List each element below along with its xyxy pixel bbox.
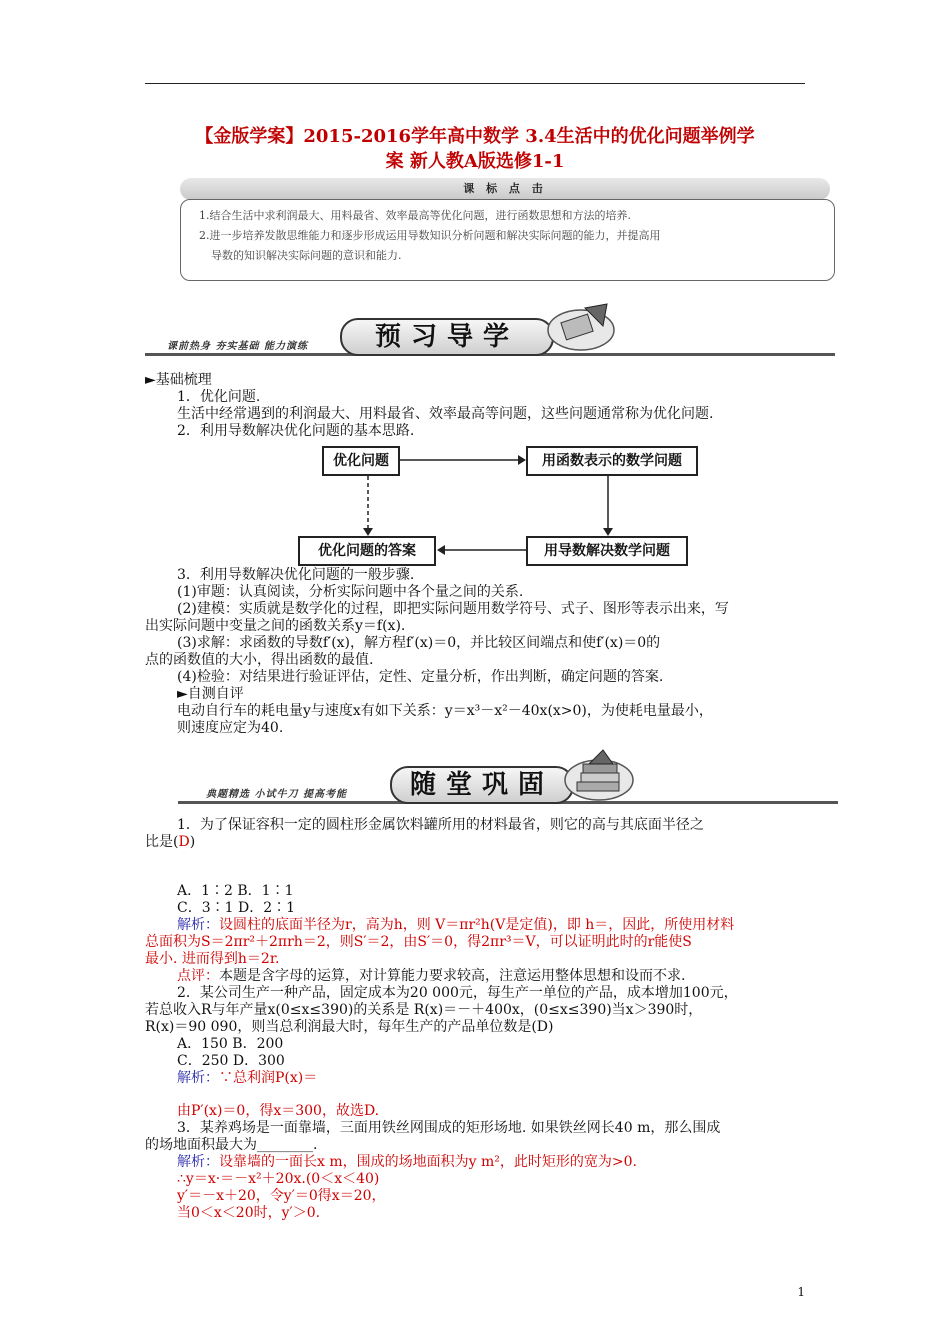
q1-answer: D xyxy=(178,834,190,850)
q2-stem: 2．某公司生产一种产品，固定成本为20 000元，每生产一单位的产品，成本增加100元， xyxy=(177,985,738,1001)
q1-options-cd: C．3∶1 D．2∶1 xyxy=(177,900,296,916)
kebiao-item: 1.结合生活中求利润最大、用料最省、效率最高等优化问题，进行函数思想和方法的培养. xyxy=(199,209,631,222)
doc-title-line2: 案 新人教A版选修1-1 xyxy=(385,151,565,172)
q2-stem: R(x)＝90 090，则当总利润最大时，每年生产的产品单位数是(D) xyxy=(145,1019,554,1035)
page-number: 1 xyxy=(797,1285,805,1299)
flow-box-answer: 优化问题的答案 xyxy=(298,536,436,566)
q2-options-cd: C．250 D．300 xyxy=(177,1053,285,1069)
banner-tagline: 典题精选 小试牛刀 提高考能 xyxy=(206,789,347,800)
q3-stem: 3．某养鸡场是一面靠墙，三面用铁丝网围成的矩形场地. 如果铁丝网长40 m，那么围成 xyxy=(177,1120,721,1136)
q1-stem: 1．为了保证容积一定的圆柱形金属饮料罐所用的材料最省，则它的高与其底面半径之 xyxy=(177,817,704,833)
books-icon xyxy=(545,300,617,352)
banner-title: 随堂巩固 xyxy=(390,766,574,804)
q3-solution: y′＝－x＋20，令y′＝0得x＝20， xyxy=(177,1188,386,1204)
q1-solution: 总面积为S＝2πr²＋2πrh＝2，则S′＝2，由S′＝0，得2πr³＝V，可以证明此时的r能使S xyxy=(145,934,692,950)
text-line: (3)求解：求函数的导数f′(x)，解方程f′(x)＝0，并比较区间端点和使f′(x)＝0的 xyxy=(177,635,661,651)
q3-solution: ∴y＝x·＝－x²＋20x.(0＜x＜40) xyxy=(177,1171,380,1187)
q1-solution: 最小. 进而得到h＝2r. xyxy=(145,951,280,967)
banner-tagline: 课前热身 夯实基础 能力演练 xyxy=(167,341,308,352)
kebiao-item: 导数的知识解决实际问题的意识和能力. xyxy=(211,249,402,262)
text-line: (1)审题：认真阅读，分析实际问题中各个量之间的关系. xyxy=(177,584,524,600)
text-line: 3．利用导数解决优化问题的一般步骤. xyxy=(177,567,415,583)
q2-options-ab: A．150 B．200 xyxy=(177,1036,284,1052)
kebiao-box xyxy=(180,199,835,281)
text-line: 出实际问题中变量之间的函数关系y＝f(x). xyxy=(145,618,406,634)
q3-stem: 的场地面积最大为________. xyxy=(145,1137,318,1153)
q1-stem-end: 比是(D) xyxy=(145,834,196,850)
q2-solution: 解析：∵总利润P(x)＝ xyxy=(177,1070,318,1086)
q3-solution: 当0＜x＜20时，y′＞0. xyxy=(177,1205,321,1221)
banner-title: 预习导学 xyxy=(340,318,554,356)
kebiao-item: 2.进一步培养发散思维能力和逐步形成运用导数知识分析问题和解决实际问题的能力，并提高用 xyxy=(199,229,661,242)
header-rule xyxy=(145,83,805,84)
flow-box-optimization: 优化问题 xyxy=(322,446,400,476)
text-line: 电动自行车的耗电量y与速度x有如下关系：y＝x³－x²－40x(x>0)，为使耗电量最小， xyxy=(177,703,713,719)
text-line: 点的函数值的大小，得出函数的最值. xyxy=(145,652,374,668)
flow-box-derivative-solve: 用导数解决数学问题 xyxy=(526,536,688,566)
text-line: (2)建模：实质就是数学化的过程，即把实际问题用数学符号、式子、图形等表示出来，写 xyxy=(177,601,729,617)
text-line: 2．利用导数解决优化问题的基本思路. xyxy=(177,423,415,439)
text-line: (4)检验：对结果进行验证评估，定性、定量分析，作出判断，确定问题的答案. xyxy=(177,669,664,685)
doc-title-line1: 【金版学案】2015-2016学年高中数学 3.4生活中的优化问题举例学 xyxy=(195,126,755,147)
kebiao-header: 课 标 点 击 xyxy=(180,178,830,200)
text-line: 则速度应定为40. xyxy=(177,720,284,736)
q1-options-ab: A．1∶2 B．1∶1 xyxy=(177,883,294,899)
banner-yuxi xyxy=(145,300,835,358)
text-line: 1．优化问题. xyxy=(177,389,261,405)
q2-solution: 由P′(x)＝0，得x＝300，故选D. xyxy=(177,1103,380,1119)
book-stack-icon xyxy=(563,748,635,802)
section-label: ►基础梳理 xyxy=(145,372,212,388)
text-line: 生活中经常遇到的利润最大、用料最省、效率最高等问题，这些问题通常称为优化问题. xyxy=(177,406,714,422)
flow-box-function-problem: 用函数表示的数学问题 xyxy=(526,446,698,476)
q3-solution: 解析：设靠墙的一面长x m，围成的场地面积为y m²，此时矩形的宽为>0. xyxy=(177,1154,637,1170)
section-label: ►自测自评 xyxy=(177,686,244,702)
q1-comment: 点评：本题是含字母的运算，对计算能力要求较高，注意运用整体思想和设而不求. xyxy=(177,968,686,984)
q1-solution: 解析：设圆柱的底面半径为r，高为h，则 V＝πr²h(V是定值)，即 h＝，因此，所使用材料 xyxy=(177,917,735,933)
banner-suitang xyxy=(178,748,838,806)
q2-stem: 若总收入R与年产量x(0≤x≤390)的关系是 R(x)＝－＋400x，(0≤x≤390)当x＞390时， xyxy=(145,1002,703,1018)
